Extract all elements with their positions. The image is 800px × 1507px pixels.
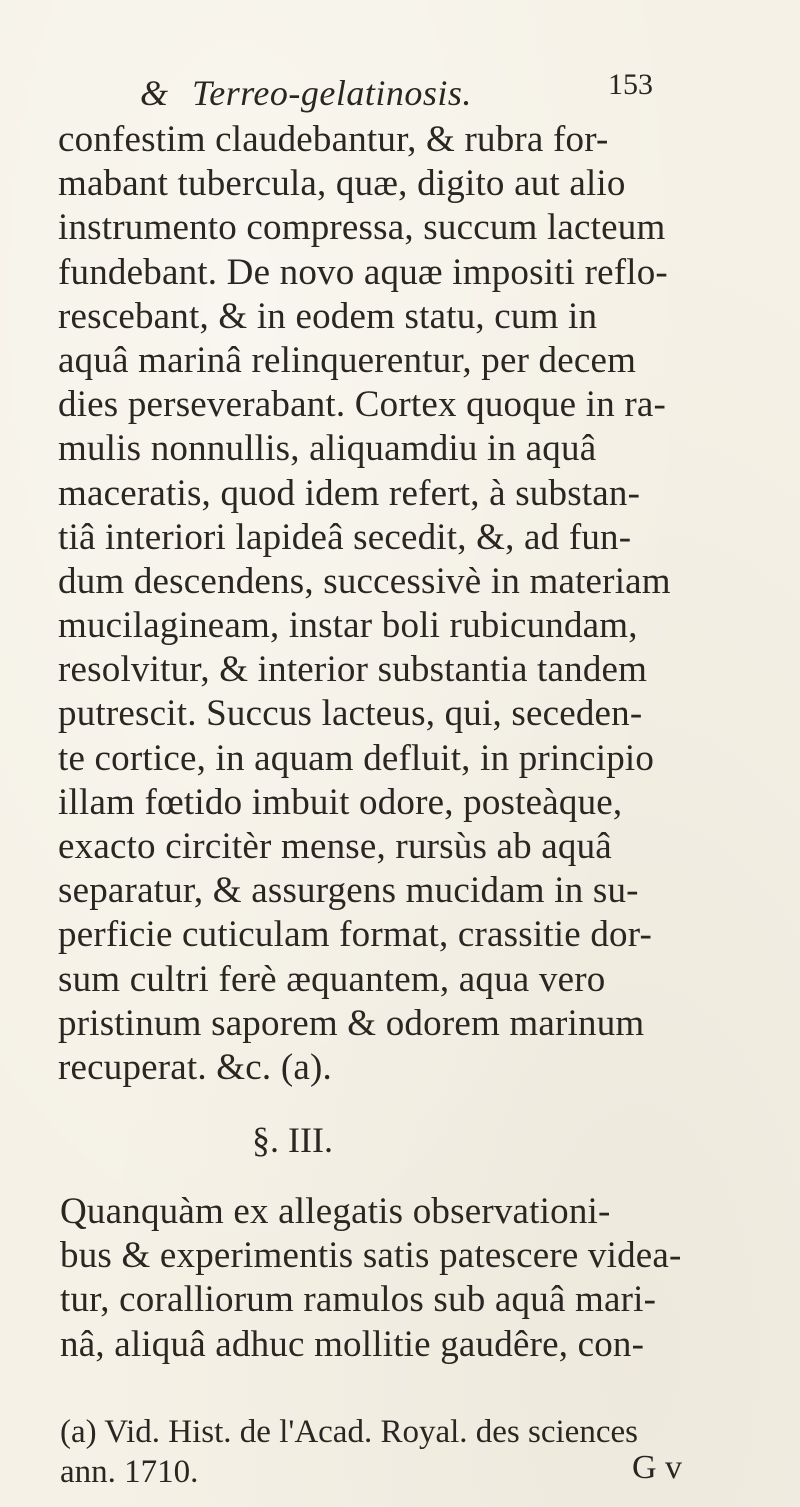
text-line: fundebant. De novo aquæ impositi reflo- <box>58 251 668 293</box>
running-header <box>140 68 660 116</box>
text-line: maceratis, quod idem refert, à substan- <box>58 472 641 514</box>
header-prefix: & <box>140 73 169 113</box>
footnote-line: ann. 1710. <box>60 1454 199 1490</box>
text-line: nâ, aliquâ adhuc mollitie gaudêre, con- <box>60 1323 645 1365</box>
text-line: Quanquàm ex allegatis observationi- <box>60 1191 611 1232</box>
signature-mark: G v <box>632 1449 683 1486</box>
text-line: recuperat. &c. (a). <box>58 1046 332 1088</box>
text-line: dum descendens, successivè in materiam <box>58 560 671 602</box>
text-line: te cortice, in aquam defluit, in principio <box>58 737 655 779</box>
text-line: illam fœtido imbuit odore, posteàque, <box>58 781 623 823</box>
text-line: mucilagineam, instar boli rubicundam, <box>58 605 638 647</box>
text-line: exacto circitèr mense, rursùs ab aquâ <box>58 826 612 867</box>
text-line: rescebant, & in eodem statu, cum in <box>58 295 598 337</box>
text-line: putrescit. Succus lacteus, qui, seceden- <box>58 693 643 735</box>
text-line: mabant tubercula, quæ, digito aut alio <box>58 163 626 205</box>
text-line: aquâ marinâ relinquerentur, per decem <box>58 339 637 381</box>
text-line: perficie cuticulam format, crassitie dor- <box>58 914 653 956</box>
paragraph-1 <box>58 118 758 1090</box>
text-line: tiâ interiori lapideâ secedit, &, ad fun- <box>58 516 632 558</box>
text-line: dies perseverabant. Cortex quoque in ra- <box>58 384 667 426</box>
text-line: pristinum saporem & odorem marinum <box>58 1002 645 1044</box>
text-line: mulis nonnullis, aliquamdiu in aquâ <box>58 428 597 470</box>
text-line: resolvitur, & interior substantia tandem <box>58 649 648 691</box>
text-line: instrumento compressa, succum lacteum <box>58 207 666 249</box>
paragraph-2 <box>60 1190 760 1367</box>
text-line: confestim claudebantur, & rubra for- <box>58 119 609 160</box>
page-number: 153 <box>608 68 653 101</box>
text-line: separatur, & assurgens mucidam in su- <box>58 870 639 912</box>
header-title: Terreo-gelatinosis. <box>192 73 472 113</box>
text-line: sum cultri ferè æquantem, aqua vero <box>58 958 606 1000</box>
section-heading: §. III. <box>252 1120 333 1160</box>
footnote-line: (a) Vid. Hist. de l'Acad. Royal. des sciences <box>60 1414 638 1450</box>
text-line: bus & experimentis satis patescere videa- <box>60 1235 682 1277</box>
text-line: tur, coralliorum ramulos sub aquâ mari- <box>60 1279 657 1321</box>
